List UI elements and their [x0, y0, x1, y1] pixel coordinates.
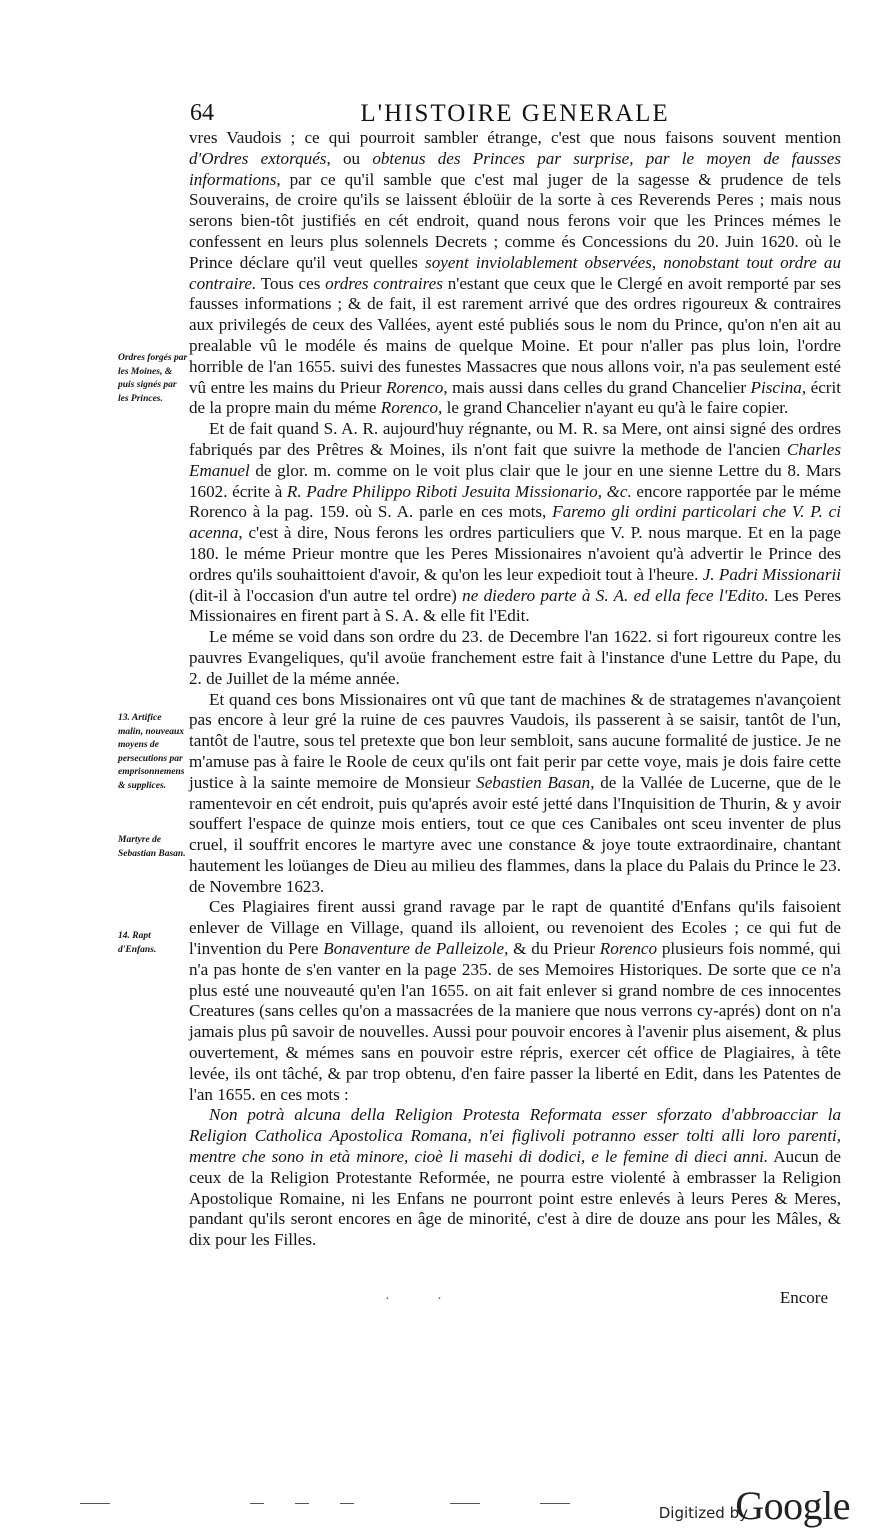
main-text	[189, 128, 841, 1251]
paragraph-5: Ces Plagiaires firent aussi grand ravage par le rapt de quantité d'Enfans qu'ils faisoient enlever de Village en Village, quand ils alloient, ou revenoient des Ecoles ; ce qui fut de l'invention du Pere Bonaventure de Palleizole, & du Prieur Rorenco plusieurs fois nommé, qui n'a pas honte de s'en vanter en la page 235. de ses Memoires Historiques. De sorte que ce n'a plus esté une nouveauté qu'en l'an 1655. on ait fait enlever si grand nombre de ces innocentes Creatures (sans celles qu'on a massacrées de la maniere que nous verrons cy-aprés) dont on n'a jamais plus pû savoir de nouvelles. Aussi pour pouvoir encores à l'avenir plus aisement, & plus ouvertement, & mémes sans en pouvoir estre répris, exercer cét office de Plagiaires, à tête levée, ils ont tâché, & par trop obtenu, d'en faire passer la liberté en Edit, dans les Patentes de l'an 1655. en ces mots :	[189, 897, 841, 1104]
margin-note-rapt-enfans: 14. Rapt d'Enfans.	[118, 931, 157, 955]
watermark-prefix: Digitized by	[658, 1504, 748, 1522]
margin-note-artifice-malin: 13. Artifice malin, nouveaux moyens de persecutions par emprisonnemens & supplices.	[118, 713, 185, 791]
page-number: 64	[190, 100, 214, 126]
running-title: L'HISTOIRE GENERALE	[360, 100, 670, 127]
scan-marks	[70, 1503, 590, 1509]
paragraph-3: Le méme se void dans son ordre du 23. de Decembre l'an 1622. si fort rigoureux contre les pauvres Evangeliques, qu'il avoüe franchement estre fait à l'instance d'une Lettre du Pape, du 2. de Juillet de la méme année.	[189, 627, 841, 688]
print-specks: · ·	[385, 1292, 464, 1307]
catchword: Encore	[779, 1288, 828, 1307]
google-logo: Google	[735, 1483, 850, 1528]
paragraph-6-quotation: Non potrà alcuna della Religion Protesta Reformata esser sforzato d'abbroacciar la Religion Catholica Apostolica Romana, n'ei figlivoli potranno esser tolti alli loro parenti, mentre che sono in età minore, cioè li masehi di dodici, e le femine di dieci anni. Aucun de ceux de la Religion Protestante Reformée, ne pourra estre violenté à embrasser la Religion Apostolique Romaine, ni les Enfans ne pourront point estre enlevés à leurs Peres & Meres, pandant qu'ils seront encores en âge de minorité, c'est à dire de douze ans pour les Mâles, & dix pour les Filles.	[189, 1105, 842, 1250]
paragraph-4: Et quand ces bons Missionaires ont vû que tant de machines & de stratagemes n'avançoient pas encore à leur gré la ruine de ces pauvres Vaudois, ils passerent à se saisir, tantôt de l'un, tantôt de l'autre, sous tel pretexte que bon leur sembloit, sans aucune formalité de justice. Je ne m'amuse pas à faire le Roole de ceux qu'ils ont fait perir par cette voye, mais je dois faire cette justice à la sainte memoire de Monsieur Sebastien Basan, de la Vallée de Lucerne, que de le ramentevoir en cét endroit, puis qu'aprés avoir esté jetté dans l'Inquisition de Thurin, & y avoir souffert l'espace de quinze mois entiers, tout ce que ces Canibales ont sceu inventer de plus cruel, il souffrit encores le martyre avec une constance & joye toute extraordinaire, chantant hautement les loüanges de Dieu au milieu des flammes, dans la place du Palais du Prince le 23. de Novembre 1623.	[189, 689, 841, 896]
paragraph-2: Et de fait quand S. A. R. aujourd'huy régnante, ou M. R. sa Mere, ont ainsi signé des ordres fabriqués par des Prêtres & Moines, ils n'ont fait que suivre la methode de l'ancien Charles Emanuel de glor. m. comme on le voit plus clair que le jour en une sienne Lettre du 8. Mars 1602. écrite à R. Padre Philippo Riboti Jesuita Missionario, &c. encore rapportée par le méme Rorenco à la pag. 159. où S. A. parle en ces mots, Faremo gli ordini particolari che V. P. ci acenna, c'est à dire, Nous ferons les ordres particuliers que V. P. nous marque. Et en la page 180. le méme Prieur montre que les Peres Missionaires n'avoient qu'à advertir le Prince des ordres qu'ils souhaittoient d'avoir, & qu'on les leur expedioit tout à l'heure. J. Padri Missionarii (dit-il à l'occasion d'un autre tel ordre) ne diedero parte à S. A. ed ella fece l'Edito. Les Peres Missionaires en firent part à S. A. & elle fit l'Edit.	[189, 419, 842, 626]
margin-note-ordres-forges: Ordres forgés par les Moines, & puis signés par les Princes.	[118, 353, 188, 404]
margin-note-martyre-basan: Martyre de Sebastian Basan.	[118, 835, 186, 859]
paragraph-1: vres Vaudois ; ce qui pourroit sambler étrange, c'est que nous faisons souvent mention d'Ordres extorqués, ou obtenus des Princes par surprise, par le moyen de fausses informations, par ce qu'il samble que c'est mal juger de la sagesse & prudence de tels Souverains, de croire qu'ils se laissent ébloüir de la sorte à ces Reverends Peres ; mais nous serons bien-tôt justifiés en cét endroit, quand nous ferons voir que les Princes mémes le confessent en leurs plus solennels Decrets ; comme és Concessions du 20. Juin 1620. où le Prince déclare qu'il veut quelles soyent inviolablement observées, nonobstant tout ordre au contraire. Tous ces ordres contraires n'estant que ceux que le Clergé en avoit remporté par ses fausses informations ; & de fait, il est rarement arrivé que des ordres rigoureux & contraires aux privilegés de ceux des Vallées, ayent esté publiés sous le nom du Prince, qu'on n'en ait au prealable vû le modéle és mains de quelque Moine. Et pour n'aller pas plus loin, l'ordre horrible de l'an 1655. suivi des funestes Massacres que nous allons voir, n'a pas seulement esté vû entre les mains du Prieur Rorenco, mais aussi dans celles du grand Chancelier Piscina, écrit de la propre main du méme Rorenco, le grand Chancelier n'ayant eu qu'à le faire copier.	[189, 128, 841, 418]
